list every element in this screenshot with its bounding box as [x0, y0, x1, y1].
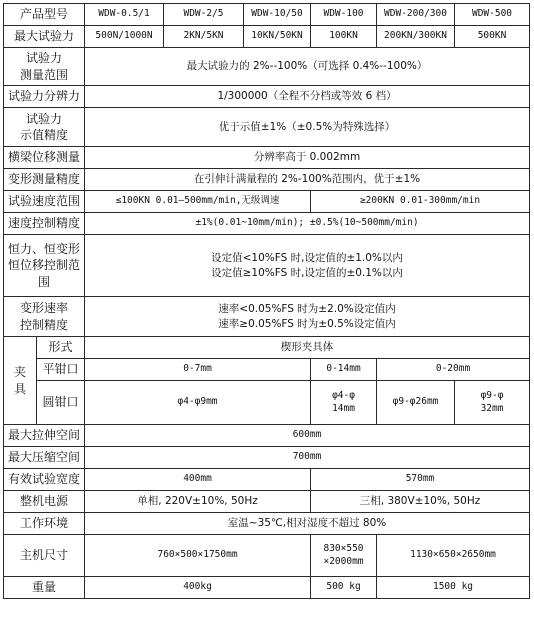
label-line: 围	[38, 274, 51, 289]
force-range-value: 最大试验力的 2%--100%（可选择 0.4%--100%）	[85, 48, 530, 86]
table-row	[4, 381, 530, 425]
round-jaw-cell: φ9-φ26mm	[377, 381, 455, 425]
max-force-cell: 10KN/50KN	[244, 26, 311, 48]
label-char: 夹	[13, 365, 26, 380]
row-label-constant-control	[4, 235, 85, 297]
model-cell: WDW-10/50	[244, 4, 311, 26]
row-label-environment: 工作环境	[4, 513, 85, 535]
model-cell: WDW-100	[311, 4, 377, 26]
label-line: 试验力	[26, 51, 63, 66]
deformation-rate-value	[85, 297, 530, 337]
label-line: 恒位移控制范	[8, 258, 81, 273]
table-row	[4, 147, 530, 169]
row-label-round-jaw: 圆钳口	[37, 381, 85, 425]
dimensions-cell: 760×500×1750mm	[85, 535, 311, 577]
row-label-dimensions: 主机尺寸	[4, 535, 85, 577]
row-label-force-resolution: 试验力分辨力	[4, 86, 85, 108]
dimensions-cell: 1130×650×2650mm	[377, 535, 530, 577]
max-tension-space-value: 600mm	[85, 425, 530, 447]
table-row	[4, 577, 530, 599]
max-force-cell: 100KN	[311, 26, 377, 48]
row-label-max-compression-space: 最大压缩空间	[4, 447, 85, 469]
table-row	[4, 447, 530, 469]
row-label-max-tension-space: 最大拉伸空间	[4, 425, 85, 447]
deformation-accuracy-value: 在引伸计满量程的 2%-100%范围内，优于±1%	[85, 169, 530, 191]
row-label-force-range	[4, 48, 85, 86]
value-line: 设定值<10%FS 时,设定值的±1.0%以内	[211, 252, 403, 265]
speed-range-value-high: ≥200KN 0.01-300mm/min	[311, 191, 530, 213]
max-force-cell: 500KN	[455, 26, 530, 48]
value-line: 设定值≥10%FS 时,设定值的±0.1%以内	[211, 266, 403, 279]
model-cell: WDW-2/5	[164, 4, 244, 26]
table-row	[4, 297, 530, 337]
label-line: 变形速率	[20, 301, 69, 316]
value-line: φ4-φ	[332, 389, 355, 401]
table-row	[4, 86, 530, 108]
label-char: 具	[13, 381, 26, 396]
max-compression-space-value: 700mm	[85, 447, 530, 469]
table-row	[4, 513, 530, 535]
label-line: 试验力	[26, 111, 63, 126]
table-row	[4, 108, 530, 147]
speed-range-value-low: ≤100KN 0.01—500mm/min,无级调速	[85, 191, 311, 213]
spec-table	[3, 3, 530, 599]
value-line: 14mm	[332, 402, 355, 414]
row-label-power: 整机电源	[4, 491, 85, 513]
value-line: 速率≥0.05%FS 时为±0.5%设定值内	[218, 317, 396, 330]
beam-displacement-value: 分辨率高于 0.002mm	[85, 147, 530, 169]
dimensions-cell	[311, 535, 377, 577]
weight-cell: 400kg	[85, 577, 311, 599]
table-row	[4, 491, 530, 513]
flat-jaw-cell: 0-7mm	[85, 359, 311, 381]
weight-cell: 500 kg	[311, 577, 377, 599]
round-jaw-cell	[455, 381, 530, 425]
row-label-weight: 重量	[4, 577, 85, 599]
max-force-cell: 2KN/5KN	[164, 26, 244, 48]
value-line: 速率<0.05%FS 时为±2.0%设定值内	[218, 303, 396, 316]
round-jaw-cell	[311, 381, 377, 425]
table-row	[4, 235, 530, 297]
table-row	[4, 191, 530, 213]
test-width-cell: 570mm	[311, 469, 530, 491]
label-line: 恒力、恒变形	[8, 242, 81, 257]
value-line: φ9-φ	[480, 389, 504, 401]
fixture-group-label	[4, 337, 37, 425]
row-label-speed-range: 试验速度范围	[4, 191, 85, 213]
row-label-force-accuracy	[4, 108, 85, 147]
fixture-form-value: 楔形夹具体	[85, 337, 530, 359]
max-force-cell: 500N/1000N	[85, 26, 164, 48]
row-label-beam-displacement: 横梁位移测量	[4, 147, 85, 169]
weight-cell: 1500 kg	[377, 577, 530, 599]
row-label-fixture-form: 形式	[37, 337, 85, 359]
test-width-cell: 400mm	[85, 469, 311, 491]
table-row	[4, 48, 530, 86]
row-label-max-force: 最大试验力	[4, 26, 85, 48]
table-row	[4, 359, 530, 381]
row-label-deformation-rate	[4, 297, 85, 337]
row-label-speed-control: 速度控制精度	[4, 213, 85, 235]
model-cell: WDW-200/300	[377, 4, 455, 26]
flat-jaw-cell: 0-14mm	[311, 359, 377, 381]
table-row	[4, 26, 530, 48]
value-line: 830×550	[323, 542, 364, 554]
model-cell: WDW-500	[455, 4, 530, 26]
table-row	[4, 469, 530, 491]
flat-jaw-cell: 0-20mm	[377, 359, 530, 381]
speed-control-value: ±1%(0.01~10mm/min); ±0.5%(10~500mm/min)	[85, 213, 530, 235]
value-line: ×2000mm	[323, 555, 364, 567]
power-cell: 单相, 220V±10%, 50Hz	[85, 491, 311, 513]
table-row	[4, 425, 530, 447]
table-row	[4, 169, 530, 191]
environment-value: 室温~35℃,相对湿度不超过 80%	[85, 513, 530, 535]
constant-control-value	[85, 235, 530, 297]
round-jaw-cell: φ4-φ9mm	[85, 381, 311, 425]
force-resolution-value: 1/300000（全程不分档或等效 6 档）	[85, 86, 530, 108]
row-label-flat-jaw: 平钳口	[37, 359, 85, 381]
table-row	[4, 213, 530, 235]
row-label-model: 产品型号	[4, 4, 85, 26]
label-line: 控制精度	[20, 317, 69, 332]
max-force-cell: 200KN/300KN	[377, 26, 455, 48]
value-line: 32mm	[480, 402, 504, 414]
table-row	[4, 535, 530, 577]
label-line: 示值精度	[20, 128, 69, 142]
row-label-deformation-accuracy: 变形测量精度	[4, 169, 85, 191]
row-label-test-width: 有效试验宽度	[4, 469, 85, 491]
label-line: 测量范围	[20, 67, 69, 82]
table-row	[4, 4, 530, 26]
force-accuracy-value: 优于示值±1%（±0.5%为特殊选择）	[85, 108, 530, 147]
model-cell: WDW-0.5/1	[85, 4, 164, 26]
table-row	[4, 337, 530, 359]
power-cell: 三相, 380V±10%, 50Hz	[311, 491, 530, 513]
